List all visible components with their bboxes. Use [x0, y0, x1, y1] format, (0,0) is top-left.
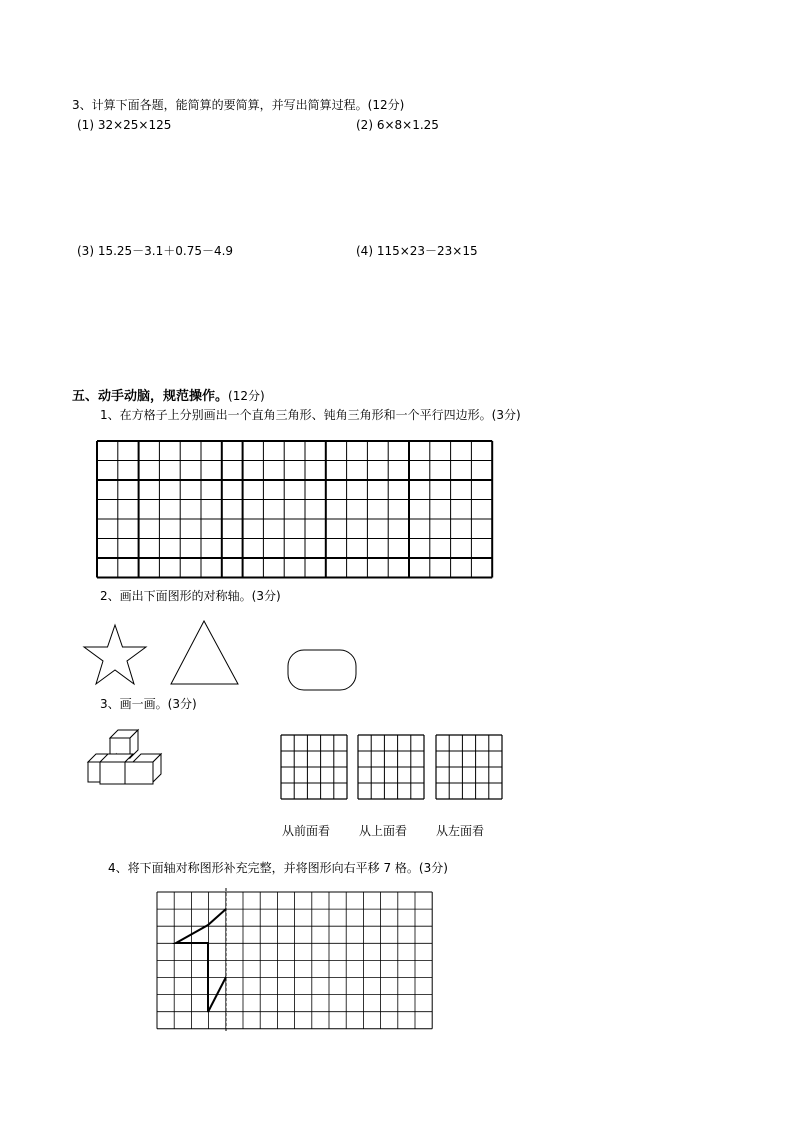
q3-item-1: (1) 32×25×125 [77, 118, 172, 132]
rounded-rectangle-shape [288, 650, 356, 690]
q3-item-4: (4) 115×23－23×15 [356, 244, 478, 258]
q3-item-3: (3) 15.25－3.1＋0.75－4.9 [77, 244, 234, 258]
view-label-top: 从上面看 [359, 824, 408, 838]
top-view-grid[interactable] [358, 735, 424, 799]
left-view-grid[interactable] [436, 735, 502, 799]
section5-title-text: 五、动手动脑，规范操作。 [72, 389, 229, 404]
q3-title: 3、计算下面各题，能简算的要简算，并写出简算过程。(12分) [72, 98, 405, 112]
cube-stack-figure [88, 730, 161, 784]
drawing-grid[interactable] [97, 441, 492, 578]
section5-score: (12分) [228, 389, 265, 403]
s5-q1-text: 1、在方格子上分别画出一个直角三角形、钝角三角形和一个平行四边形。(3分) [100, 408, 521, 422]
s5-q3-text: 3、画一画。(3分) [100, 697, 197, 711]
view-label-left: 从左面看 [436, 824, 485, 838]
star-shape [84, 625, 146, 684]
translation-grid[interactable] [157, 888, 432, 1032]
triangle-shape [171, 621, 238, 684]
q3-item-2: (2) 6×8×1.25 [356, 118, 439, 132]
s5-q4-text: 4、将下面轴对称图形补充完整，并将图形向右平移 7 格。(3分) [108, 861, 448, 875]
front-view-grid[interactable] [281, 735, 347, 799]
view-label-front: 从前面看 [282, 824, 331, 838]
s5-q2-text: 2、画出下面图形的对称轴。(3分) [100, 589, 281, 603]
